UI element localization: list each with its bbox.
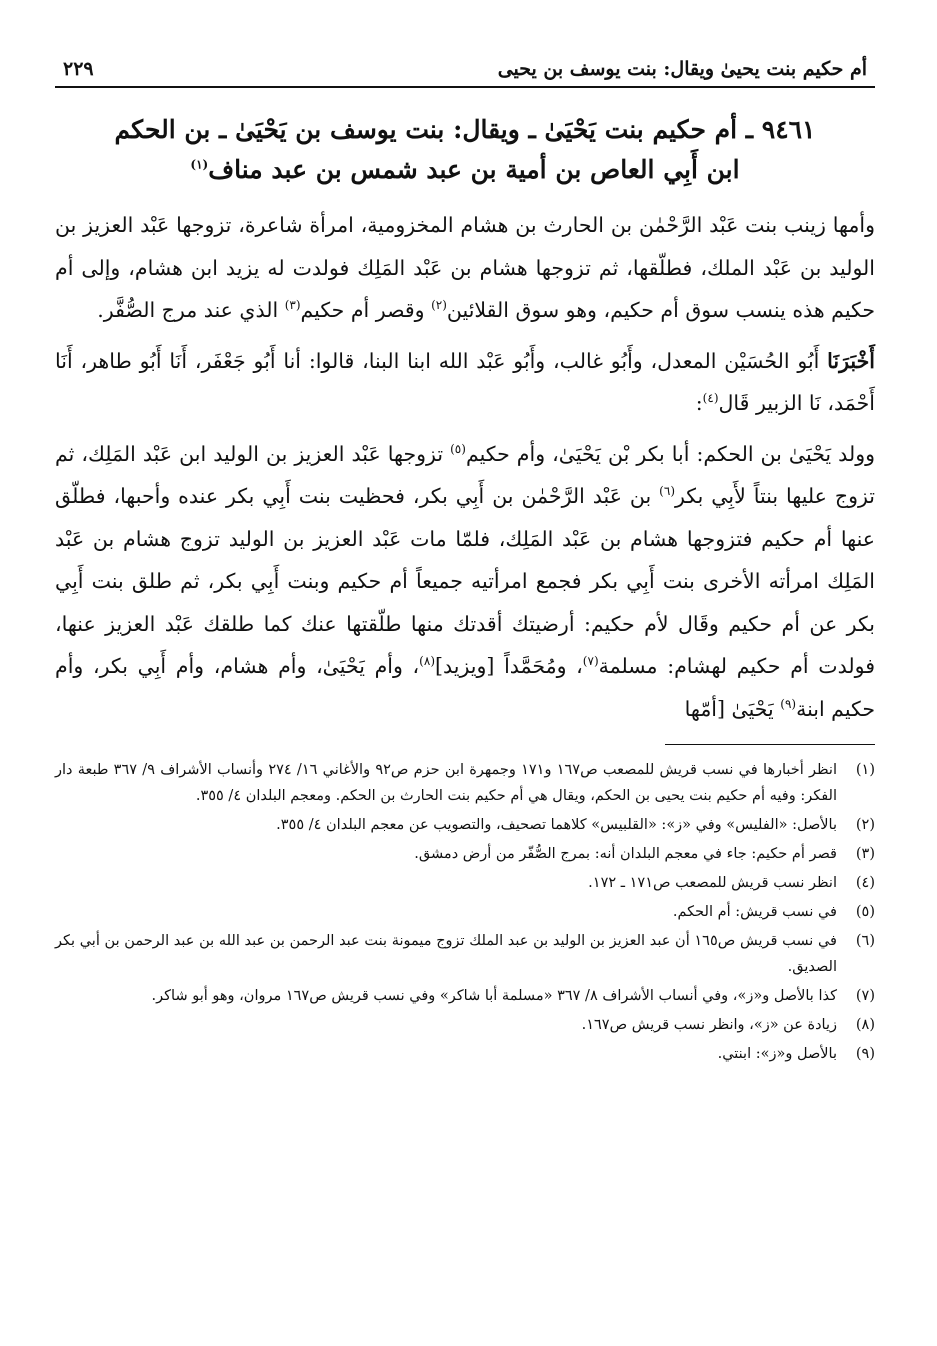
footnote — [55, 870, 875, 896]
footnote-text: في نسب قريش ص١٦٥ أن عبد العزيز بن الوليد بن عبد الملك تزوج ميمونة بنت عبد الرحمن بن عبد الله بن عبد الرحمن بن أبي بكر الصديق. — [55, 933, 837, 975]
footnotes — [55, 757, 875, 1067]
p1-text-c: الذي عند مرج الصُّفَّر. — [97, 298, 285, 322]
footnote-ref-7: (٧) — [582, 654, 599, 669]
footnote-ref-5: (٥) — [450, 441, 466, 456]
footnote-ref-6: (٦) — [659, 484, 675, 499]
footnote-ref-3: (٣) — [284, 298, 301, 313]
footnote-text: في نسب قريش: أم الحكم. — [672, 904, 837, 920]
footnote-number: (٨) — [855, 1017, 875, 1033]
entry-title-line-1: ٩٤٦١ ـ أم حكيم بنت يَحْيَىٰ ـ ويقال: بنت يوسف بن يَحْيَىٰ ـ بن الحكم — [114, 115, 816, 144]
footnote-number: (٤) — [855, 875, 875, 891]
footnote-ref-1: (١) — [190, 157, 209, 172]
footnote-number: (٧) — [855, 988, 875, 1004]
entry-title — [55, 110, 875, 190]
footnote-text: بالأصل: «الفليس» وفي «ز»: «القلبيس» كلاهما تصحيف، والتصويب عن معجم البلدان ٤/ ٣٥٥. — [276, 817, 837, 833]
footnote-number: (٦) — [855, 933, 875, 949]
paragraph-3 — [55, 433, 875, 731]
footnote — [55, 928, 875, 980]
p3-text-e: ، وأم يَحْيَىٰ، وأم هشام، وأم أَبِي بكر، وأم حكيم ابنة — [55, 654, 875, 721]
paragraph-1 — [55, 204, 875, 332]
footnote-text: كذا بالأصل و«ز»، وفي أنساب الأشراف ٨/ ٣٦٧ «مسلمة أبا شاكر» وفي نسب قريش ص١٦٧ مروان، وهو أبو شاكر. — [151, 988, 837, 1004]
p3-text-f: يَحْيَىٰ [أمّها — [684, 696, 781, 721]
footnote-text: انظر أخبارها في نسب قريش للمصعب ص١٦٧ و١٧١ وجمهرة ابن حزم ص٩٢ والأغاني ١٦/ ٢٧٤ وأنساب الأشراف ٩/ ٣٦٧ طبعة دار الفكر: وفيه أم حكيم بنت يحيى بن الحكم، ويقال هي أم حكيم بنت الحارث بن الحكم. ومعجم البلدان ٤/ ٣٥٥. — [55, 762, 837, 804]
page-number: ٢٢٩ — [63, 58, 94, 80]
footnote — [55, 1041, 875, 1067]
footnote-number: (٥) — [855, 904, 875, 920]
paragraph-2 — [55, 340, 875, 425]
book-page — [55, 58, 875, 1070]
p3-text-a: وولد يَحْيَىٰ بن الحكم: أبا بكر بْن يَحْيَىٰ، وأم حكيم — [465, 441, 875, 466]
footnote-text: قصر أم حكيم: جاء في معجم البلدان أنه: بمرج الصُّفّر من أرض دمشق. — [414, 846, 837, 862]
footnote-number: (٢) — [855, 817, 875, 833]
p1-text-b: وقصر أم حكيم — [300, 298, 432, 322]
entry-title-line-2-text: ابن أَبِي العاص بن أمية بن عبد شمس بن عبد مناف — [208, 155, 740, 184]
footnote — [55, 757, 875, 809]
p3-text-d: ، ومُحَمَّداً [ويزيد] — [435, 654, 583, 678]
running-head — [55, 58, 875, 88]
p1-text-a: وأمها زينب بنت عَبْد الرَّحْمٰن بن الحارث بن هشام المخزومية، امرأة شاعرة، تزوجها عَبْد العزيز بن الوليد بن عَبْد الملك، فطلّقها، ثم تزوجها هشام بن عَبْد المَلِك فولدت له يزيد ابن هشام، وإلى أم حكيم هذه ينسب سوق أم حكيم، وهو سوق القلائين — [55, 213, 875, 322]
footnote — [55, 899, 875, 925]
p3-text-c: بن عَبْد الرَّحْمٰن بن أَبِي بكر، فحظيت بنت أَبِي بكر عنده وأحبها، فطلّق عنها أم حكيم فتزوجها هشام بن عَبْد المَلِك، فلمّا مات عَبْد العزيز بن الوليد تزوج هشام بن عَبْد المَلِك امرأته الأخرى بنت أَبِي بكر فجمع امرأتيه جميعاً أم حكيم وبنت أَبِي بكر، ثم طلق بنت أَبِي بكر عن أم حكيم وقَال لأم حكيم: أرضيتك أقدتك منها طلّقتها عنك كما طلقك عَبْد العزيز عنها، فولدت أم حكيم لهشام: مسلمة — [55, 484, 875, 678]
footnote — [55, 812, 875, 838]
running-title: أم حكيم بنت يحيىٰ ويقال: بنت يوسف بن يحيى — [497, 58, 867, 80]
p2-lead-word: أَخْبَرَنَا — [827, 348, 875, 373]
footnote-number: (١) — [855, 762, 875, 778]
p2-text-a: أَبُو الحُسَيْن المعدل، وأَبُو غالب، وأَبُو عَبْد الله ابنا البنا، قالوا: أنا أَبُو جَعْفَر، أَنَا أَبُو طاهر، أَنَا أَحْمَد، نَا الزبير قَال — [55, 348, 875, 415]
footnote-ref-4: (٤) — [702, 391, 719, 406]
footnote-divider — [665, 744, 875, 745]
footnote — [55, 841, 875, 867]
p2-text-b: : — [695, 391, 703, 415]
footnote — [55, 983, 875, 1009]
p3-text-b: تزوجها عَبْد العزيز بن الوليد ابن عَبْد المَلِك، ثم تزوج عليها بنتاً لأَبِي بكر — [55, 441, 875, 508]
footnote-text: بالأصل و«ز»: ابنتي. — [717, 1046, 837, 1062]
footnote — [55, 1012, 875, 1038]
entry-title-line-2 — [55, 150, 875, 190]
footnote-text: انظر نسب قريش للمصعب ص١٧١ ـ ١٧٢. — [588, 875, 837, 891]
footnote-text: زيادة عن «ز»، وانظر نسب قريش ص١٦٧. — [581, 1017, 837, 1033]
footnote-ref-8: (٨) — [419, 654, 435, 669]
footnote-ref-2: (٢) — [431, 298, 447, 313]
footnote-ref-9: (٩) — [780, 696, 797, 711]
footnote-number: (٣) — [855, 846, 875, 862]
footnote-number: (٩) — [855, 1046, 875, 1062]
